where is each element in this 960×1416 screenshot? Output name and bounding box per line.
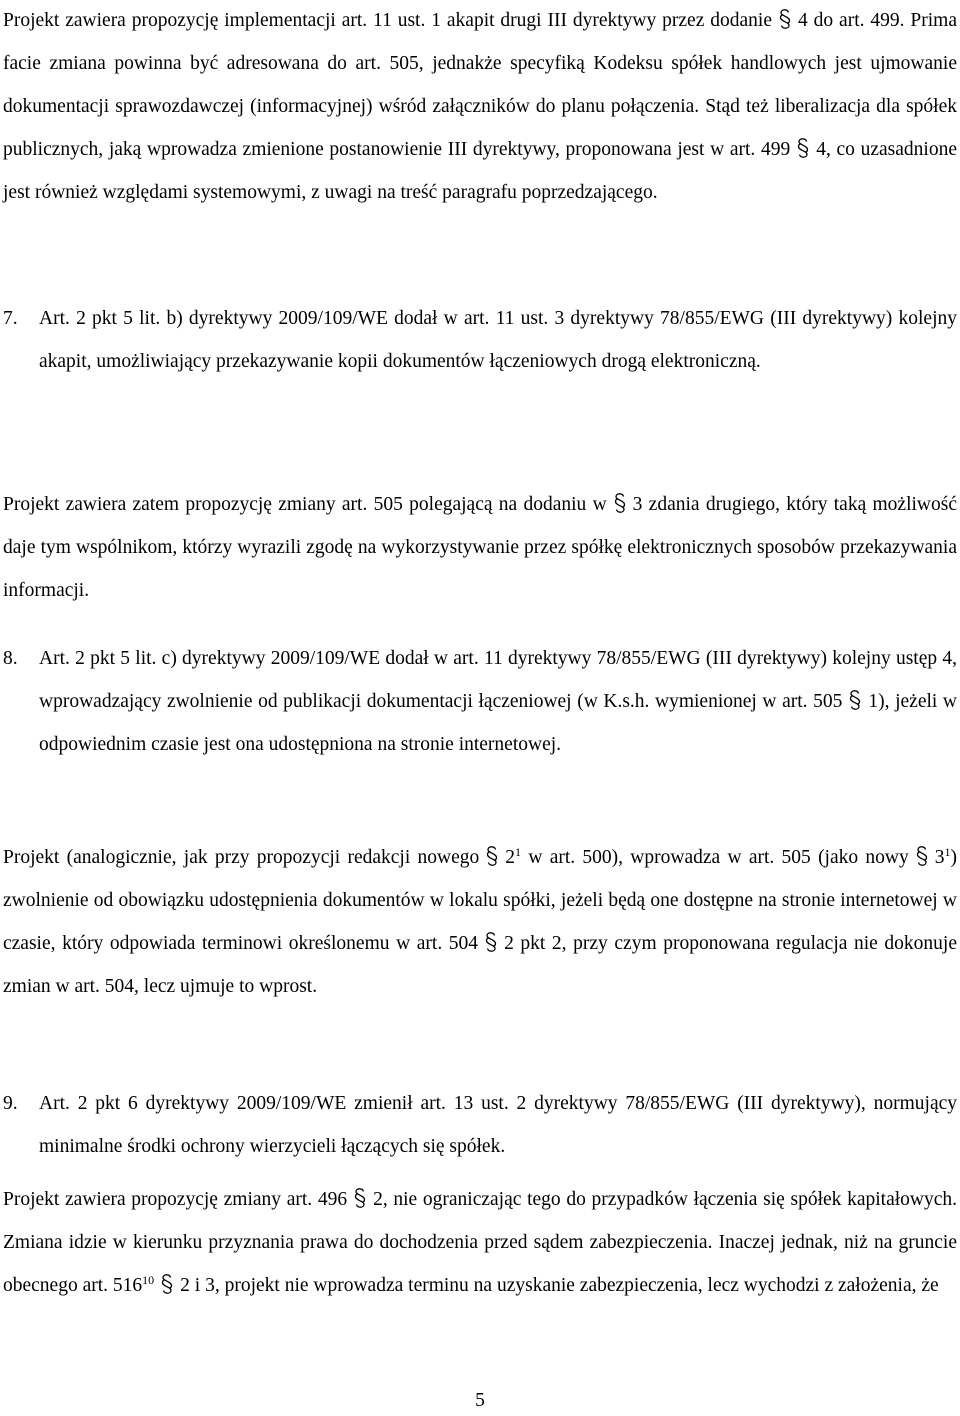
paragraph-text: 2, nie ograniczając tego do przypadków łączenia się spółek kapitałowych. Zmiana idzie w kierunku przyznania prawa do dochodzenia przed sądem zabezpieczenia. Inaczej jednak, niż na gruncie obecnego art. 516 — [3, 1189, 958, 1296]
item-8-text — [39, 637, 957, 766]
paragraph-text: Projekt zawiera propozycję implementacji art. 11 ust. 1 akapit drugi III dyrektywy przez dodanie — [3, 10, 772, 31]
section-sign-icon — [613, 493, 627, 513]
section-sign-icon — [796, 138, 810, 158]
item-number-9: 9. — [3, 1093, 18, 1114]
paragraph-text: ) zwolnienie od obowiązku udostępnienia dokumentów w lokalu spółki, jeżeli będą one dostępne na stronie internetowej w czasie, który odpowiada terminowi określonemu w art. 504 — [3, 847, 957, 954]
paragraph-text: 1), jeżeli w odpowiednim czasie jest ona udostępniona na stronie internetowej. — [39, 691, 957, 755]
item-number-7: 7. — [3, 308, 18, 329]
section-sign-icon — [353, 1188, 367, 1208]
paragraph-text: w art. 500), wprowadza w art. 505 (jako nowy — [528, 847, 909, 868]
paragraph-text: 2 pkt 2, przy czym proponowana regulacja nie dokonuje zmian w art. 504, lecz ujmuje to wprost. — [3, 933, 957, 997]
superscript: 10 — [142, 1273, 155, 1287]
paragraph-proposal-496 — [3, 1178, 957, 1307]
paragraph-text: 2 i 3, projekt nie wprowadza terminu na uzyskanie zabezpieczenia, lecz wychodzi z założenia, że — [180, 1275, 939, 1296]
section-sign-icon — [778, 9, 792, 29]
section-sign-icon — [160, 1274, 174, 1294]
paragraph-text: Projekt (analogicznie, jak przy propozycji redakcji nowego — [3, 847, 480, 868]
superscript: 1 — [944, 845, 951, 859]
section-sign-icon — [915, 846, 929, 866]
section-sign-icon — [848, 690, 862, 710]
page-number: 5 — [475, 1390, 485, 1411]
paragraph-text: 3 zdania drugiego, który taką możliwość daje tym wspólnikom, którzy wyrazili zgodę na wykorzystywanie przez spółkę elektronicznych sposobów przekazywania informacji. — [3, 494, 957, 601]
section-sign-icon — [485, 846, 499, 866]
paragraph-text: Art. 2 pkt 5 lit. c) dyrektywy 2009/109/WE dodał w art. 11 dyrektywy 78/855/EWG (III dyrektywy) kolejny ustęp 4, wprowadzający zwolnienie od publikacji dokumentacji łączeniowej (w K.s.h. wymienionej w art. 505 — [39, 648, 957, 712]
paragraph-text: Projekt zawiera propozycję zmiany art. 496 — [3, 1189, 348, 1210]
paragraph-implementation — [3, 0, 957, 214]
paragraph-text: 4, co uzasadnione jest również względami systemowymi, z uwagi na treść paragrafu poprzedzającego. — [3, 139, 957, 203]
paragraph-proposal-500 — [3, 836, 957, 1008]
paragraph-text: 4 do art. 499. Prima facie zmiana powinna być adresowana do art. 505, jednakże specyfiką Kodeksu spółek handlowych jest ujmowanie dokumentacji sprawozdawczej (informacyjnej) wśród załączników do planu połączenia. Stąd też liberalizacja dla spółek publicznych, jaką wprowadza zmienione postanowienie III dyrektywy, proponowana jest w art. 499 — [3, 10, 957, 160]
item-number-8: 8. — [3, 648, 18, 669]
superscript: 1 — [515, 845, 522, 859]
paragraph-text: 2 — [505, 847, 516, 868]
section-sign-icon — [484, 932, 498, 952]
item-7-text: Art. 2 pkt 5 lit. b) dyrektywy 2009/109/WE dodał w art. 11 ust. 3 dyrektywy 78/855/EWG (III dyrektywy) kolejny akapit, umożliwiający przekazywanie kopii dokumentów łączeniowych drogą elektroniczną. — [39, 308, 957, 372]
paragraph-text: Projekt zawiera zatem propozycję zmiany art. 505 polegającą na dodaniu w — [3, 494, 607, 515]
item-9-text: Art. 2 pkt 6 dyrektywy 2009/109/WE zmienił art. 13 ust. 2 dyrektywy 78/855/EWG (III dyrektywy), normujący minimalne środki ochrony wierzycieli łączących się spółek. — [39, 1093, 957, 1157]
paragraph-proposal-505 — [3, 483, 957, 612]
paragraph-text: 3 — [934, 847, 945, 868]
